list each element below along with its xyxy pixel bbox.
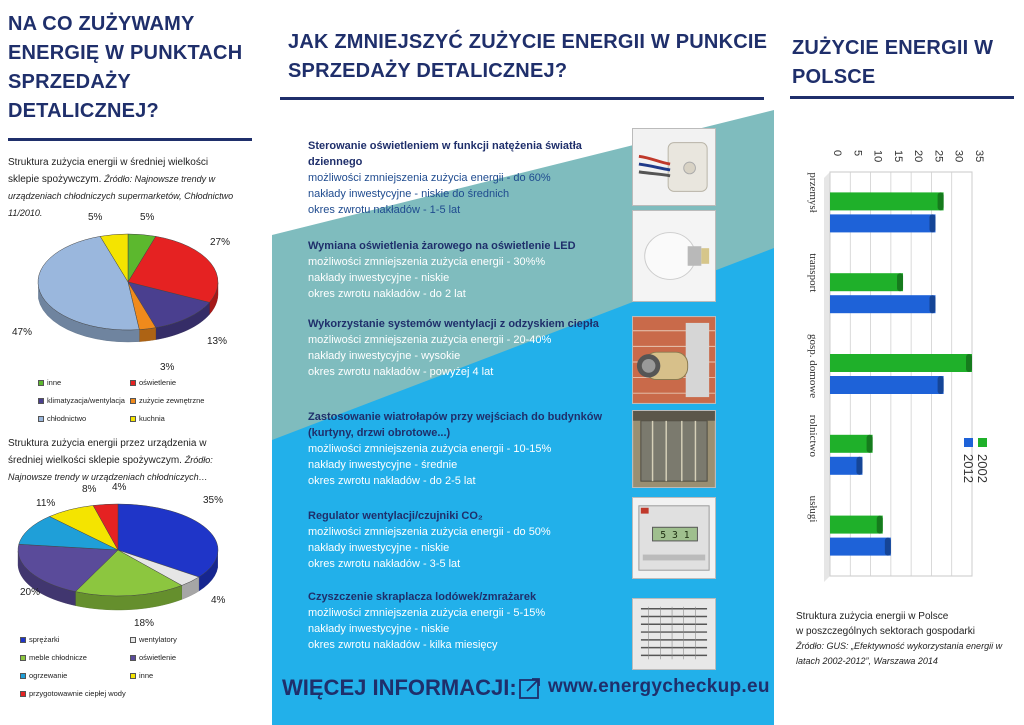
bar-2002 (830, 435, 873, 453)
legend-swatch (20, 637, 26, 643)
tip-item-1 (308, 138, 608, 218)
middle-column (272, 0, 774, 725)
ventilation-recovery-photo (632, 316, 716, 404)
category-label: przemysł (807, 172, 819, 213)
legend-swatch (130, 637, 136, 643)
axis-tick-label: 5 (851, 150, 864, 157)
legend-swatch (130, 655, 136, 661)
legend-swatch (20, 673, 26, 679)
right-source: Źródło: GUS: „Efektywność wykorzystania energii w latach 2002-2012”, Warszawa 2014 (796, 641, 1003, 666)
pie-value-label: 5% (140, 212, 155, 223)
more-info-label: WIĘCEJ INFORMACJI: (282, 675, 517, 700)
pie-value-label: 11% (36, 498, 56, 509)
legend-label: zużycie zewnętrzne (139, 396, 205, 405)
left-title-rule (8, 138, 252, 141)
category-label: rolnictwo (807, 414, 819, 457)
legend-item (130, 414, 165, 423)
light-sensor-photo (632, 128, 716, 206)
axis-tick-label: 35 (973, 150, 985, 163)
bar-2002 (830, 273, 903, 291)
legend-item (20, 635, 59, 644)
bar-cap (929, 214, 935, 232)
bar-2012 (830, 538, 891, 556)
legend-label: klimatyzacja/wentylacja (47, 396, 125, 405)
category-label: usługi (807, 495, 819, 523)
external-link-icon[interactable] (518, 676, 542, 700)
legend-swatch (964, 438, 973, 447)
co2-display-value: 5 3 1 (660, 530, 690, 541)
legend-label: inne (47, 378, 62, 387)
legend-item (20, 653, 87, 662)
legend-item (20, 689, 126, 698)
axis-tick-label: 25 (932, 150, 945, 163)
legend-item (20, 671, 67, 680)
chart-side-wall (824, 172, 830, 582)
chart2-caption-text: Struktura zużycia energii przez urządzenia w średniej wielkości sklepie spożywczym. (8, 438, 207, 466)
legend-swatch (38, 416, 44, 422)
legend-label: inne (139, 671, 154, 680)
pie-value-label: 3% (160, 362, 175, 373)
legend-label: oświetlenie (139, 653, 177, 662)
pie-value-label: 5% (88, 212, 103, 223)
pie-value-label: 27% (210, 237, 231, 248)
bar-2012 (830, 376, 944, 394)
legend-swatch (978, 438, 987, 447)
right-title-rule (790, 96, 1014, 99)
tip-line: możliwości zmniejszenia zużycia energii - 20-40% (308, 334, 552, 346)
bar-2012 (830, 295, 935, 313)
axis-tick-label: 0 (831, 150, 843, 157)
tip-item-3 (308, 316, 608, 380)
bar-cap (877, 516, 883, 534)
tip-item-4 (308, 409, 608, 489)
right-caption-line1: Struktura zużycia energii w Polsce (796, 611, 949, 622)
legend-label: 2002 (975, 454, 990, 483)
tip-line: nakłady inwestycyjne - niskie (308, 542, 450, 554)
tip-line: nakłady inwestycyjne - wysokie (308, 350, 461, 362)
bar-cap (867, 435, 873, 453)
axis-tick-label: 15 (891, 150, 904, 163)
bar-2012 (830, 214, 935, 232)
pie-slice-side (139, 328, 156, 342)
legend-item (130, 396, 204, 405)
right-caption-line2: w poszczególnych sektorach gospodarki (796, 626, 975, 637)
bar-cap (885, 538, 891, 556)
bar-cap (938, 192, 944, 210)
left-title: NA CO ZUŻYWAMY ENERGIĘ W PUNKTACH SPRZEDAŻY DETALICZNEJ? (8, 13, 243, 122)
legend-swatch (130, 416, 136, 422)
tip-line: okres zwrotu nakładów - 3-5 lat (308, 558, 461, 570)
tip-line: możliwości zmniejszenia zużycia energii - 30%% (308, 256, 546, 268)
chart2-source: Źródło: Najnowsze trendy w urządzeniach chłodniczych… (8, 455, 213, 482)
tip-line: okres zwrotu nakładów - powyżej 4 lat (308, 366, 494, 378)
legend-label: 2012 (961, 454, 976, 483)
legend-label: przygotowawnie ciepłej wody (29, 689, 126, 698)
co2-regulator-photo (632, 497, 716, 579)
right-chart-caption (796, 609, 1016, 669)
tip-item-2 (308, 238, 608, 302)
bar-cap (929, 295, 935, 313)
bar-cap (966, 354, 972, 372)
tip-line: nakłady inwestycyjne - średnie (308, 459, 458, 471)
tip-title: Sterowanie oświetleniem w funkcji natężenia światła dziennego (308, 140, 582, 168)
tip-line: okres zwrotu nakładów - do 2 lat (308, 288, 466, 300)
legend-swatch (38, 398, 44, 404)
tip-line: okres zwrotu nakładów - kilka miesięcy (308, 639, 498, 651)
tip-item-6 (308, 589, 608, 653)
tip-line: nakłady inwestycyjne - niskie (308, 272, 450, 284)
legend-label: wentylatory (139, 635, 177, 644)
legend-item (130, 671, 153, 680)
chart1-source: Źródło: Najnowsze trendy w urządzeniach chłodniczych supermarketów, Chłodnictwo 11/2010. (8, 174, 234, 218)
axis-tick-label: 30 (952, 150, 965, 163)
tip-title: Zastosowanie wiatrołapów przy wejściach do budynków (kurtyny, drzwi obrotowe...) (308, 411, 603, 439)
legend-swatch (130, 673, 136, 679)
axis-tick-label: 10 (871, 150, 884, 163)
tip-line: okres zwrotu nakładów - 1-5 lat (308, 204, 461, 216)
legend-label: meble chłodnicze (29, 653, 87, 662)
axis-tick-label: 20 (912, 150, 925, 163)
condenser-photo (632, 598, 716, 670)
legend-item (38, 378, 61, 387)
revolving-door-photo (632, 410, 716, 488)
pie-value-label: 13% (207, 336, 228, 347)
legend-swatch (20, 691, 26, 697)
tip-title: Regulator wentylacji/czujniki CO₂ (308, 510, 483, 522)
legend-label: kuchnia (139, 414, 165, 423)
legend-swatch (38, 380, 44, 386)
tip-title: Wymiana oświetlenia żarowego na oświetlenie LED (308, 240, 576, 252)
pie-value-label: 18% (134, 618, 155, 629)
bar-cap (856, 457, 862, 475)
legend-swatch (130, 380, 136, 386)
pie-value-label: 47% (12, 327, 33, 338)
tip-line: okres zwrotu nakładów - do 2-5 lat (308, 475, 476, 487)
bar-2002 (830, 516, 883, 534)
tip-line: możliwości zmniejszenia zużycia energii - do 50% (308, 526, 551, 538)
left-column (0, 0, 262, 725)
tip-line: możliwości zmniejszenia zużycia energii - do 60% (308, 172, 551, 184)
category-label: transport (807, 253, 819, 293)
bar-chart-poland-energy (782, 138, 1024, 598)
pie-value-label: 20% (20, 587, 41, 598)
website-link[interactable]: www.energycheckup.eu (548, 676, 770, 697)
right-column (782, 0, 1024, 725)
chart-back-wall (830, 172, 972, 576)
tip-title: Wykorzystanie systemów wentylacji z odzyskiem ciepła (308, 318, 599, 330)
legend-item (38, 414, 86, 423)
legend-item (130, 635, 177, 644)
middle-title-rule (280, 97, 764, 100)
legend-item (38, 396, 125, 405)
tip-line: nakłady inwestycyjne - niskie (308, 623, 450, 635)
legend-item (130, 378, 176, 387)
legend-label: oświetlenie (139, 378, 177, 387)
pie-value-label: 4% (112, 482, 127, 493)
right-title: ZUŻYCIE ENERGII W POLSCE (792, 37, 994, 88)
tip-line: możliwości zmniejszenia zużycia energii - 5-15% (308, 607, 546, 619)
legend-label: ogrzewanie (29, 671, 68, 680)
legend-swatch (130, 398, 136, 404)
legend-item (130, 653, 176, 662)
category-label: gosp. domowe (807, 334, 819, 399)
pie-value-label: 4% (211, 595, 226, 606)
middle-title: JAK ZMNIEJSZYĆ ZUŻYCIE ENERGII W PUNKCIE SPRZEDAŻY DETALICZNEJ? (288, 31, 768, 82)
chart1-caption-text: Struktura zużycia energii w średniej wielkości sklepie spożywczym. (8, 157, 209, 185)
tip-item-5 (308, 508, 608, 572)
bar-cap (897, 273, 903, 291)
tip-line: możliwości zmniejszenia zużycia energii - 10-15% (308, 443, 552, 455)
bar-2002 (830, 354, 972, 372)
bar-2002 (830, 192, 944, 210)
legend-swatch (20, 655, 26, 661)
pie-value-label: 8% (82, 484, 97, 495)
legend-label: chłodnictwo (47, 414, 87, 423)
legend-label: sprężarki (29, 635, 60, 644)
pie-value-label: 35% (203, 495, 224, 506)
tip-title: Czyszczenie skraplacza lodówek/zmrażarek (308, 591, 537, 603)
tip-line: nakłady inwestycyjne - niskie do średnich (308, 188, 510, 200)
bar-cap (938, 376, 944, 394)
led-bulb-photo (632, 210, 716, 302)
